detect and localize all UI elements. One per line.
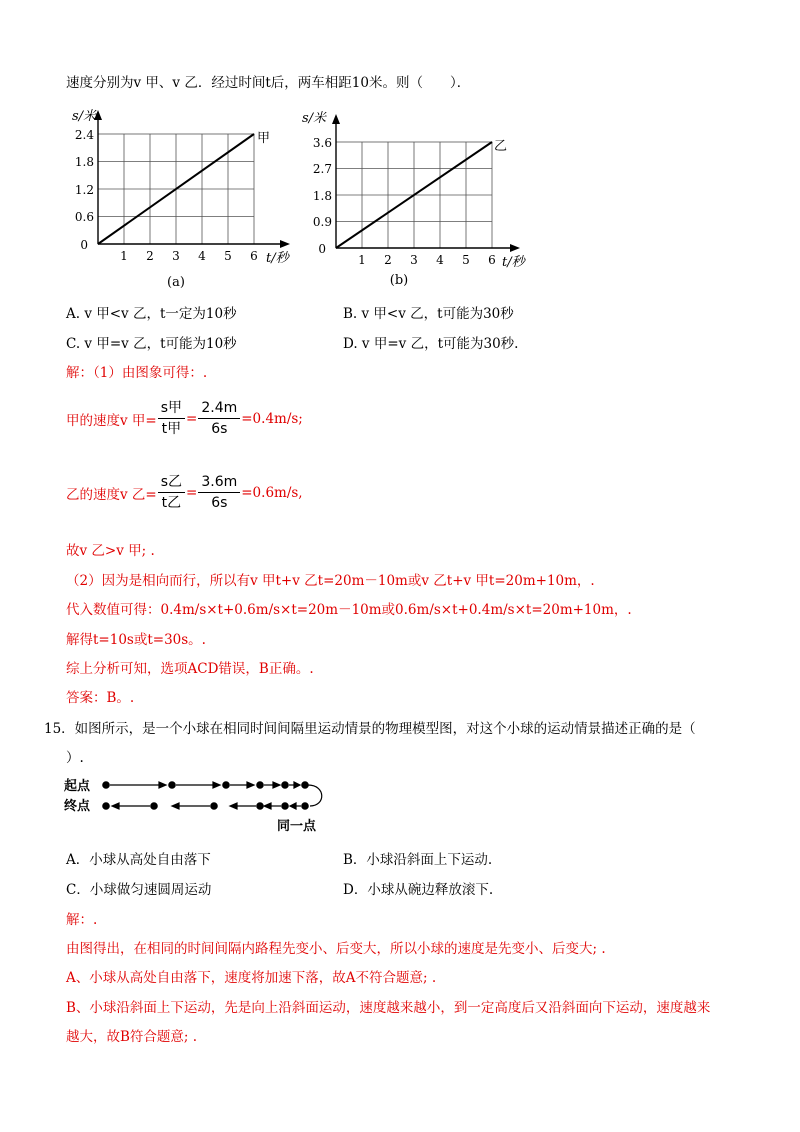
chart-b <box>302 104 542 294</box>
q15-stem-1: 15．如图所示，是一个小球在相同时间间隔里运动情景的物理模型图，对这个小球的运动情景描述正确的是（ <box>44 721 696 737</box>
start-label: 起点 <box>64 779 91 794</box>
yi-fraction-1 <box>158 472 185 513</box>
same-point-label: 同一点 <box>277 819 317 834</box>
solution15-line-3: A、小球从高处自由落下，速度将加速下落，故A不符合题意; . <box>66 970 437 986</box>
chart-b-xtick-4: 4 <box>436 253 444 267</box>
chart-b-xtick-1: 1 <box>358 253 366 267</box>
chart-a-xtick-3: 3 <box>172 249 180 263</box>
q14-option-d: D. v 甲=v 乙，t可能为30秒. <box>343 336 519 352</box>
chart-b-xtick-6: 6 <box>488 253 496 267</box>
question-intro: 速度分别为v 甲、v 乙．经过时间t后，两车相距10米。则（ ）． <box>66 75 471 91</box>
chart-b-xtick-5: 5 <box>462 253 470 267</box>
chart-a-yaxis-label: s/米 <box>72 109 97 124</box>
solution15-line-2: 由图得出，在相同的时间间隔内路程先变小、后变大，所以小球的速度是先变小、后变大; . <box>66 941 606 957</box>
jia-fraction-1 <box>158 398 185 439</box>
jia-den-2: 6s <box>211 421 228 437</box>
q14-option-c: C. v 甲=v 乙，t可能为10秒 <box>66 336 237 352</box>
solution14-line-9: 答案：B。. <box>66 690 135 706</box>
chart-b-ytick-2: 1.8 <box>312 189 332 203</box>
jia-eq: = <box>186 410 198 427</box>
solution15-line-5: 越大，故B符合题意; . <box>66 1029 198 1045</box>
q15-option-d: D．小球从碗边释放滚下. <box>343 882 494 898</box>
bottom-row-motion <box>103 803 308 809</box>
chart-a-ytick-2: 1.2 <box>74 183 94 197</box>
q15-option-c: C．小球做匀速圆周运动 <box>66 882 212 898</box>
chart-a-xtick-5: 5 <box>224 249 232 263</box>
yi-den-1: t乙 <box>161 495 182 511</box>
yi-eq: = <box>186 484 198 501</box>
jia-fraction-2 <box>198 398 240 439</box>
q14-option-b: B. v 甲<v 乙，t可能为30秒 <box>343 306 514 322</box>
q15-option-b: B．小球沿斜面上下运动. <box>343 852 493 868</box>
chart-b-x-arrow <box>510 244 520 252</box>
chart-b-ytick-3: 2.7 <box>312 162 332 176</box>
chart-a <box>62 104 302 294</box>
chart-a-xtick-4: 4 <box>198 249 206 263</box>
jia-prefix: 甲的速度v 甲= <box>66 412 157 429</box>
yi-result: =0.6m/s, <box>241 484 303 501</box>
turnaround-arc <box>308 785 322 806</box>
chart-a-x-arrow <box>280 240 290 248</box>
yi-fraction-2 <box>198 472 240 513</box>
solution14-line-8: 综上分析可知，选项ACD错误，B正确。. <box>66 661 314 677</box>
chart-a-xaxis-label: t/秒 <box>266 251 289 266</box>
q15-stem-2: ）. <box>66 750 84 766</box>
yi-num-2: 3.6m <box>198 472 240 493</box>
chart-b-ytick-0: 0 <box>318 242 326 256</box>
solution14-line-6: 代入数值可得：0.4m/s×t+0.6m/s×t=20m－10m或0.6m/s×t+0.4m/s×t=20m+10m，. <box>66 602 632 618</box>
chart-b-ytick-4: 3.6 <box>312 136 332 150</box>
chart-a-ytick-0: 0 <box>80 238 88 252</box>
end-label: 终点 <box>64 799 91 814</box>
q14-option-a: A. v 甲<v 乙，t一定为10秒 <box>66 306 237 322</box>
yi-num-1: s乙 <box>158 472 185 493</box>
yi-prefix: 乙的速度v 乙= <box>66 486 157 503</box>
jia-den-1: t甲 <box>161 421 182 437</box>
chart-a-ytick-1: 0.6 <box>74 210 94 224</box>
solution15-line-4: B、小球沿斜面上下运动，先是向上沿斜面运动，速度越来越小，到一定高度后又沿斜面向下运动，速度越来 <box>66 1000 711 1016</box>
chart-a-series-label: 甲 <box>257 131 271 146</box>
solution14-jia-formula <box>66 398 303 439</box>
solution14-line-7: 解得t=10s或t=30s。. <box>66 632 206 648</box>
chart-b-ytick-1: 0.9 <box>312 215 332 229</box>
jia-num-2: 2.4m <box>198 398 240 419</box>
solution14-line-5: （2）因为是相向而行，所以有v 甲t+v 乙t=20m－10m或v 乙t+v 甲t=20m+10m，. <box>66 573 595 589</box>
solution14-yi-formula <box>66 472 303 513</box>
chart-a-xtick-6: 6 <box>250 249 258 263</box>
chart-b-xaxis-label: t/秒 <box>502 255 525 270</box>
chart-b-caption: (b) <box>389 273 409 288</box>
solution14-line-4: 故v 乙>v 甲; . <box>66 543 155 559</box>
solution15-line-1: 解：. <box>66 912 98 928</box>
chart-a-ytick-3: 1.8 <box>74 155 94 169</box>
top-row-motion <box>103 782 308 788</box>
jia-result: =0.4m/s; <box>241 410 303 427</box>
chart-b-xtick-2: 2 <box>384 253 392 267</box>
q15-option-a: A．小球从高处自由落下 <box>66 852 211 868</box>
chart-b-y-arrow <box>332 114 340 124</box>
chart-b-xtick-3: 3 <box>410 253 418 267</box>
jia-num-1: s甲 <box>158 398 185 419</box>
chart-a-ytick-4: 2.4 <box>74 128 94 142</box>
chart-b-yaxis-label: s/米 <box>302 111 327 126</box>
chart-a-xtick-1: 1 <box>120 249 128 263</box>
q15-motion-diagram <box>64 772 344 836</box>
chart-a-caption: (a) <box>167 275 185 290</box>
chart-b-series-label: 乙 <box>494 139 508 154</box>
chart-a-xtick-2: 2 <box>146 249 154 263</box>
solution14-line-1: 解：（1）由图象可得：. <box>66 365 208 381</box>
yi-den-2: 6s <box>211 495 228 511</box>
